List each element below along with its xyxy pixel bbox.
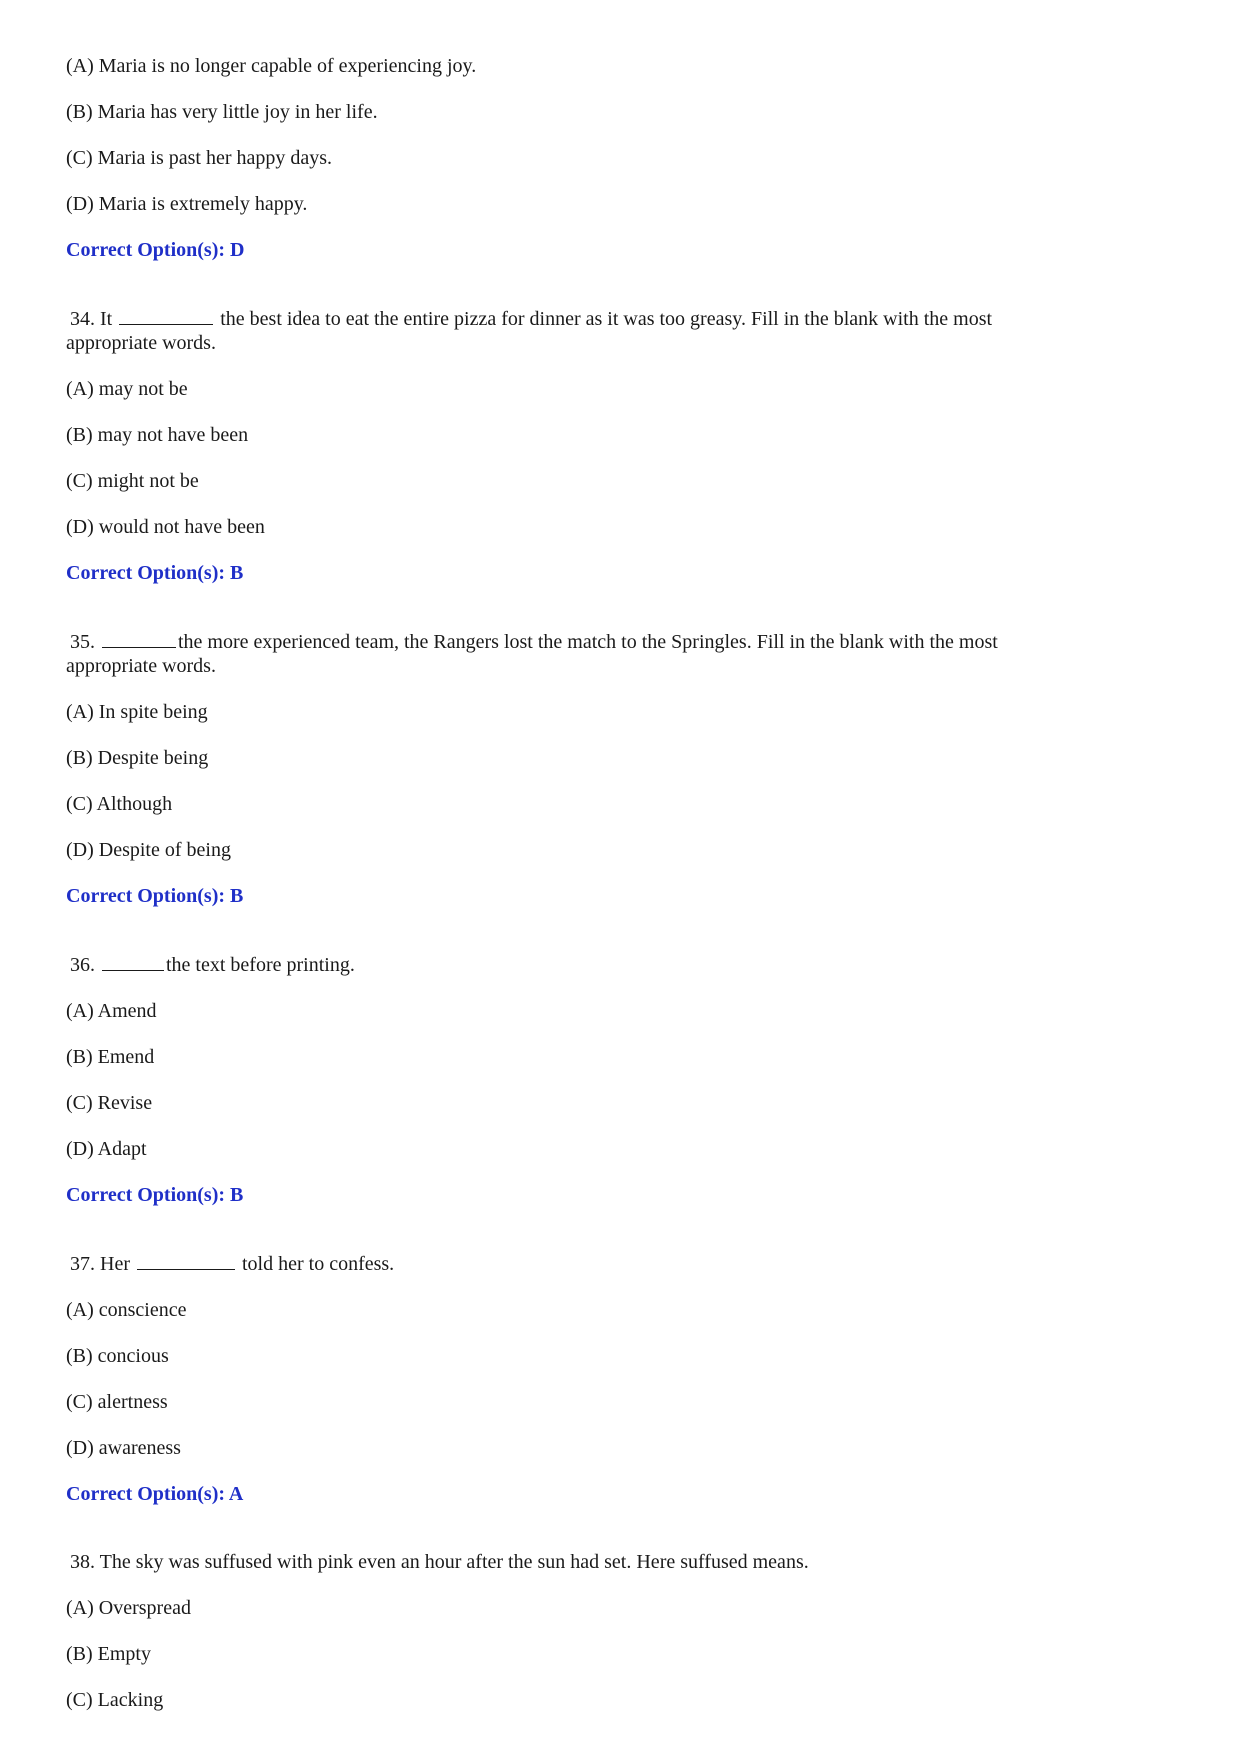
correct-option: Correct Option(s): B xyxy=(66,562,244,584)
option-c: (C) Although xyxy=(66,793,173,815)
question-34-block xyxy=(66,306,1086,585)
option-d: (D) would not have been xyxy=(66,516,265,538)
question-number: 35. xyxy=(70,631,95,653)
correct-option: Correct Option(s): B xyxy=(66,1184,244,1206)
question-text xyxy=(66,952,1086,977)
question-stem: told her to confess. xyxy=(241,1253,395,1275)
option-b: (B) concious xyxy=(66,1345,169,1367)
option-b: (B) may not have been xyxy=(66,424,249,446)
option-d: (D) Despite of being xyxy=(66,839,231,861)
question-36-block xyxy=(66,952,1086,1207)
option-c: (C) Maria is past her happy days. xyxy=(66,147,333,169)
answer-blank xyxy=(137,1251,235,1270)
option-b: (B) Emend xyxy=(66,1046,155,1068)
option-a: (A) may not be xyxy=(66,378,188,400)
option-b: (B) Despite being xyxy=(66,747,209,769)
exam-page xyxy=(66,54,1086,1734)
option-c: (C) Revise xyxy=(66,1092,153,1114)
option-c: (C) Lacking xyxy=(66,1689,164,1711)
question-number: 37. Her xyxy=(70,1253,130,1275)
option-a: (A) In spite being xyxy=(66,701,208,723)
correct-option: Correct Option(s): B xyxy=(66,885,244,907)
option-b: (B) Maria has very little joy in her life. xyxy=(66,101,378,123)
correct-option: Correct Option(s): D xyxy=(66,239,245,261)
question-text xyxy=(66,306,1086,355)
question-stem: the best idea to eat the entire pizza for dinner as it was too greasy. Fill in the blank with the most xyxy=(220,308,993,330)
question-text xyxy=(66,629,1086,678)
answer-blank xyxy=(102,952,164,971)
answer-blank xyxy=(119,306,213,325)
question-number: 34. It xyxy=(70,308,113,330)
question-text: 38. The sky was suffused with pink even an hour after the sun had set. Here suffused means. xyxy=(70,1551,809,1573)
question-stem: the more experienced team, the Rangers lost the match to the Springles. Fill in the blank with the most xyxy=(178,631,998,653)
option-a: (A) conscience xyxy=(66,1299,187,1321)
question-text xyxy=(66,1251,1086,1276)
question-38-block xyxy=(66,1550,1086,1712)
option-a: (A) Amend xyxy=(66,1000,157,1022)
question-stem-continued: appropriate words. xyxy=(66,332,216,354)
question-number: 36. xyxy=(70,954,95,976)
option-c: (C) alertness xyxy=(66,1391,168,1413)
question-35-block xyxy=(66,629,1086,908)
question-33-block xyxy=(66,54,1086,262)
answer-blank xyxy=(102,629,176,648)
option-d: (D) awareness xyxy=(66,1437,181,1459)
option-b: (B) Empty xyxy=(66,1643,151,1665)
option-c: (C) might not be xyxy=(66,470,199,492)
question-37-block xyxy=(66,1251,1086,1506)
option-d: (D) Maria is extremely happy. xyxy=(66,193,308,215)
question-stem: the text before printing. xyxy=(166,954,355,976)
correct-option: Correct Option(s): A xyxy=(66,1483,244,1505)
option-a: (A) Overspread xyxy=(66,1597,191,1619)
option-d: (D) Adapt xyxy=(66,1138,147,1160)
question-stem-continued: appropriate words. xyxy=(66,655,216,677)
option-a: (A) Maria is no longer capable of experiencing joy. xyxy=(66,55,477,77)
